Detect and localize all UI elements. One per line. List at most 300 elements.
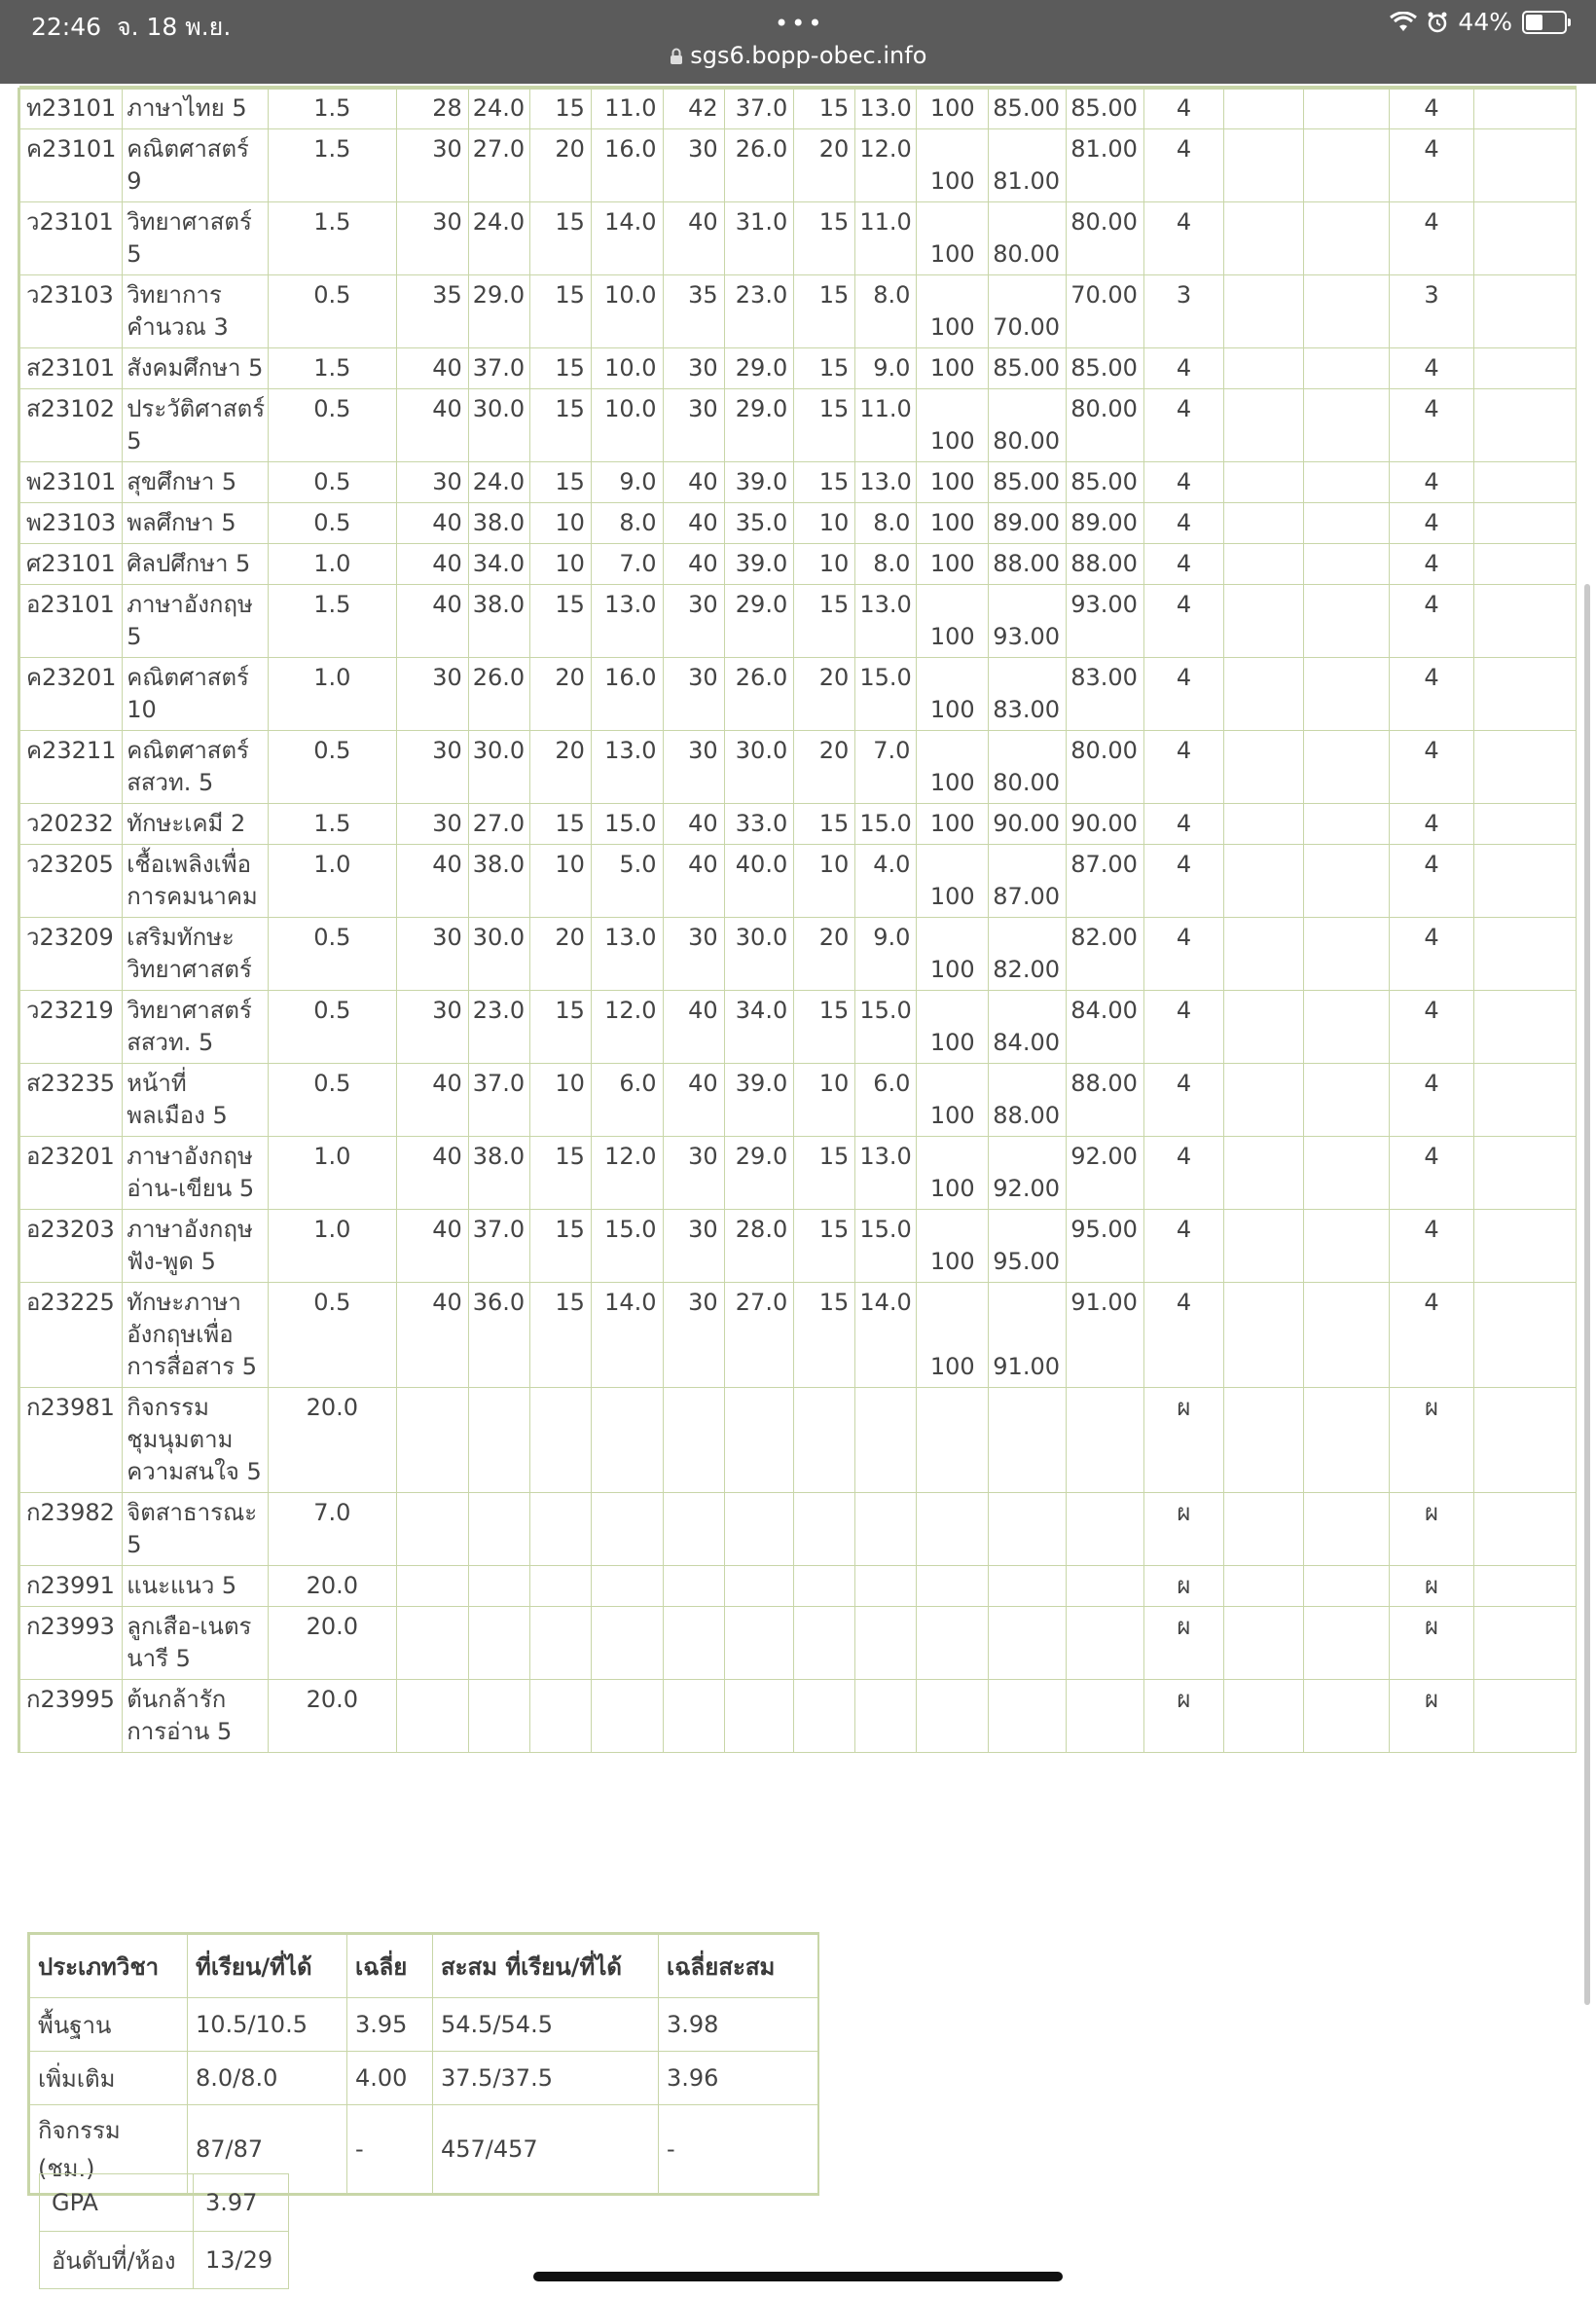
grade-cell-code: ก23995 (20, 1680, 123, 1753)
wifi-icon (1390, 12, 1417, 33)
grade-cell-credit: 0.5 (268, 918, 397, 991)
grade-cell-full: 100 (917, 503, 989, 544)
grade-cell-name: คณิตศาสตร์ 9 (123, 129, 268, 202)
grade-cell-name: ภาษาอังกฤษอ่าน-เขียน 5 (123, 1137, 268, 1210)
grade-cell-c2 (468, 1680, 529, 1753)
grade-cell-name: สุขศึกษา 5 (123, 462, 268, 503)
grade-cell-c5: 30 (663, 1283, 724, 1388)
grade-cell-empty (1473, 1210, 1576, 1283)
gpa-row (40, 2174, 289, 2232)
grade-cell-c3: 15 (529, 89, 591, 129)
grade-cell-credit: 20.0 (268, 1566, 397, 1607)
grade-cell-grade2: ผ (1390, 1680, 1473, 1753)
grade-cell-c7: 15 (794, 1137, 855, 1210)
grade-cell-c3: 20 (529, 731, 591, 804)
grade-cell-c6 (724, 1493, 794, 1566)
grade-row (20, 129, 1577, 202)
grade-cell-empty (1223, 1064, 1303, 1137)
grade-cell-c7: 15 (794, 585, 855, 658)
grade-cell-code: อ23201 (20, 1137, 123, 1210)
grade-cell-c2: 37.0 (468, 1064, 529, 1137)
grade-cell-empty (1473, 1137, 1576, 1210)
grade-cell-c1 (397, 1680, 469, 1753)
rank-value: 13/29 (194, 2232, 289, 2289)
grade-cell-credit: 1.0 (268, 1137, 397, 1210)
grade-cell-c7: 15 (794, 275, 855, 348)
grade-cell-c6: 39.0 (724, 544, 794, 585)
grade-cell-c3: 15 (529, 389, 591, 462)
grade-cell-name: วิทยาศาสตร์ สสวท. 5 (123, 991, 268, 1064)
grade-cell-c3: 15 (529, 348, 591, 389)
grade-cell-code: ว23103 (20, 275, 123, 348)
grade-cell-score2 (1067, 1680, 1144, 1753)
grade-cell-c3: 15 (529, 462, 591, 503)
grade-cell-code: ก23982 (20, 1493, 123, 1566)
grade-cell-c6: 34.0 (724, 991, 794, 1064)
grade-cell-c3 (529, 1680, 591, 1753)
grade-cell-empty (1473, 1607, 1576, 1680)
grade-cell-code: ว23205 (20, 845, 123, 918)
grade-cell-score: 95.00 (989, 1210, 1067, 1283)
grade-cell-c5 (663, 1607, 724, 1680)
grade-cell-name: ภาษาอังกฤษ 5 (123, 585, 268, 658)
grade-cell-c7: 10 (794, 1064, 855, 1137)
grade-cell-c3: 10 (529, 503, 591, 544)
grade-cell-credit: 1.5 (268, 89, 397, 129)
grade-cell-c7: 20 (794, 731, 855, 804)
grade-cell-empty (1304, 918, 1390, 991)
grade-cell-code: ส23101 (20, 348, 123, 389)
grade-cell-score: 88.00 (989, 544, 1067, 585)
grade-cell-c2: 37.0 (468, 348, 529, 389)
grade-cell-credit: 1.0 (268, 658, 397, 731)
grade-cell-grade2: 4 (1390, 389, 1473, 462)
grade-cell-score2: 93.00 (1067, 585, 1144, 658)
grade-cell-c5 (663, 1493, 724, 1566)
grade-cell-c8: 4.0 (855, 845, 917, 918)
grade-cell-c7 (794, 1566, 855, 1607)
status-time: 22:46 จ. 18 พ.ย. (31, 13, 232, 41)
grade-cell-c2: 38.0 (468, 845, 529, 918)
grade-cell-c7: 15 (794, 1283, 855, 1388)
grade-cell-score2: 81.00 (1067, 129, 1144, 202)
grade-cell-grade: 4 (1143, 462, 1223, 503)
grade-row (20, 348, 1577, 389)
grade-cell-grade: 4 (1143, 1064, 1223, 1137)
summary-cell: 3.96 (659, 2052, 818, 2105)
grade-cell-c1: 30 (397, 129, 469, 202)
grade-cell-score (989, 1493, 1067, 1566)
grade-cell-code: ค23201 (20, 658, 123, 731)
grade-cell-credit: 1.5 (268, 585, 397, 658)
grade-cell-c4: 13.0 (591, 585, 663, 658)
grade-cell-grade: 4 (1143, 1210, 1223, 1283)
grade-row (20, 389, 1577, 462)
grade-cell-c8 (855, 1680, 917, 1753)
grade-cell-grade: 4 (1143, 991, 1223, 1064)
grade-cell-c1: 40 (397, 503, 469, 544)
grade-cell-name: หน้าที่พลเมือง 5 (123, 1064, 268, 1137)
grade-cell-name: ทักษะภาษาอังกฤษเพื่อการสื่อสาร 5 (123, 1283, 268, 1388)
alarm-icon (1427, 12, 1448, 33)
grade-cell-empty (1304, 503, 1390, 544)
grade-cell-c4: 10.0 (591, 348, 663, 389)
grade-cell-c8: 15.0 (855, 991, 917, 1064)
grade-cell-c7: 15 (794, 89, 855, 129)
grade-cell-c2: 34.0 (468, 544, 529, 585)
grade-cell-name: วิทยาศาสตร์ 5 (123, 202, 268, 275)
grade-cell-c5: 30 (663, 658, 724, 731)
grade-cell-empty (1223, 1388, 1303, 1493)
grade-cell-c3: 10 (529, 544, 591, 585)
grade-cell-code: พ23103 (20, 503, 123, 544)
grade-cell-empty (1304, 1566, 1390, 1607)
grade-cell-full: 100 (917, 845, 989, 918)
grade-cell-grade: 4 (1143, 804, 1223, 845)
grade-cell-empty (1473, 503, 1576, 544)
grade-cell-c6 (724, 1680, 794, 1753)
grade-cell-c5: 40 (663, 1064, 724, 1137)
grade-cell-c4: 13.0 (591, 731, 663, 804)
grade-cell-score: 85.00 (989, 89, 1067, 129)
grade-cell-c3 (529, 1388, 591, 1493)
grade-cell-c6: 23.0 (724, 275, 794, 348)
grade-cell-score2: 88.00 (1067, 544, 1144, 585)
grade-cell-c4 (591, 1493, 663, 1566)
grade-cell-empty (1304, 89, 1390, 129)
grade-cell-score2: 92.00 (1067, 1137, 1144, 1210)
tab-menu-dots[interactable]: ••• (775, 10, 825, 37)
grade-cell-empty (1304, 1607, 1390, 1680)
grade-cell-score: 91.00 (989, 1283, 1067, 1388)
grade-cell-c1 (397, 1493, 469, 1566)
grade-cell-c3: 15 (529, 275, 591, 348)
grade-cell-c8 (855, 1566, 917, 1607)
grade-cell-score: 84.00 (989, 991, 1067, 1064)
grade-cell-c3 (529, 1493, 591, 1566)
grade-row (20, 845, 1577, 918)
grade-cell-empty (1304, 1210, 1390, 1283)
grade-cell-c5: 40 (663, 845, 724, 918)
grade-cell-c7: 10 (794, 544, 855, 585)
grade-cell-c3: 15 (529, 1283, 591, 1388)
grade-cell-full (917, 1680, 989, 1753)
grade-cell-empty (1223, 503, 1303, 544)
battery-icon (1522, 11, 1567, 34)
grade-cell-full: 100 (917, 918, 989, 991)
grade-cell-empty (1223, 129, 1303, 202)
grade-row (20, 1493, 1577, 1566)
grade-cell-c8: 9.0 (855, 348, 917, 389)
grade-cell-c1: 40 (397, 348, 469, 389)
grade-cell-empty (1473, 991, 1576, 1064)
grade-row (20, 918, 1577, 991)
battery-percent: 44% (1458, 8, 1512, 36)
grade-cell-empty (1223, 1137, 1303, 1210)
grade-cell-name: เชื้อเพลิงเพื่อการคมนาคม (123, 845, 268, 918)
grade-cell-c1: 30 (397, 918, 469, 991)
grade-cell-grade: 4 (1143, 89, 1223, 129)
grade-cell-name: แนะแนว 5 (123, 1566, 268, 1607)
grade-cell-c2: 38.0 (468, 585, 529, 658)
grade-cell-full: 100 (917, 348, 989, 389)
grade-cell-empty (1473, 389, 1576, 462)
grade-cell-c5: 40 (663, 804, 724, 845)
grade-cell-empty (1304, 658, 1390, 731)
grade-cell-c1: 30 (397, 731, 469, 804)
grade-cell-empty (1473, 462, 1576, 503)
grade-cell-grade: 4 (1143, 503, 1223, 544)
summary-header: เฉลี่ยสะสม (659, 1935, 818, 1998)
gpa-box (39, 2173, 289, 2289)
grade-cell-grade: 4 (1143, 731, 1223, 804)
grade-cell-full: 100 (917, 389, 989, 462)
grade-cell-credit: 20.0 (268, 1607, 397, 1680)
grade-cell-empty (1223, 348, 1303, 389)
grade-cell-empty (1473, 658, 1576, 731)
grade-cell-grade: 4 (1143, 658, 1223, 731)
grade-cell-c1: 30 (397, 804, 469, 845)
grade-cell-empty (1473, 89, 1576, 129)
grade-cell-credit: 0.5 (268, 275, 397, 348)
grade-cell-c1: 40 (397, 845, 469, 918)
grade-cell-score: 87.00 (989, 845, 1067, 918)
grade-cell-grade2: 4 (1390, 89, 1473, 129)
grade-cell-credit: 0.5 (268, 462, 397, 503)
grade-cell-grade: 4 (1143, 918, 1223, 991)
grade-cell-c3: 15 (529, 991, 591, 1064)
grade-cell-score2 (1067, 1388, 1144, 1493)
grade-cell-c6: 30.0 (724, 918, 794, 991)
grade-cell-empty (1304, 1283, 1390, 1388)
grade-cell-grade: 4 (1143, 544, 1223, 585)
grade-row (20, 275, 1577, 348)
address-bar[interactable] (0, 42, 1596, 69)
grade-cell-full: 100 (917, 89, 989, 129)
summary-cell: พื้นฐาน (30, 1998, 188, 2052)
grade-cell-full: 100 (917, 544, 989, 585)
grade-cell-c3 (529, 1607, 591, 1680)
grade-cell-c8: 15.0 (855, 804, 917, 845)
grade-cell-score2: 95.00 (1067, 1210, 1144, 1283)
grade-cell-grade2: ผ (1390, 1566, 1473, 1607)
grade-cell-c5: 40 (663, 544, 724, 585)
grade-cell-grade2: 4 (1390, 348, 1473, 389)
lock-icon (670, 42, 691, 69)
grade-cell-grade2: 4 (1390, 804, 1473, 845)
grade-row (20, 1388, 1577, 1493)
grade-cell-grade2: 4 (1390, 1210, 1473, 1283)
grade-cell-empty (1304, 1680, 1390, 1753)
grade-cell-c2: 26.0 (468, 658, 529, 731)
grade-cell-score2: 90.00 (1067, 804, 1144, 845)
grade-cell-c8: 13.0 (855, 1137, 917, 1210)
grade-cell-score2: 82.00 (1067, 918, 1144, 991)
grade-cell-c6: 29.0 (724, 389, 794, 462)
grade-cell-c6: 35.0 (724, 503, 794, 544)
grade-cell-c8 (855, 1388, 917, 1493)
grade-cell-c5 (663, 1566, 724, 1607)
grade-cell-c5: 40 (663, 503, 724, 544)
grade-cell-credit: 1.5 (268, 202, 397, 275)
grade-cell-full: 100 (917, 1064, 989, 1137)
grade-cell-grade2: 4 (1390, 202, 1473, 275)
grade-row (20, 585, 1577, 658)
grade-cell-c6 (724, 1388, 794, 1493)
grade-cell-c4 (591, 1607, 663, 1680)
grade-cell-score: 83.00 (989, 658, 1067, 731)
grade-cell-name: คณิตศาสตร์ 10 (123, 658, 268, 731)
grade-row (20, 1607, 1577, 1680)
grade-cell-c2: 30.0 (468, 918, 529, 991)
grade-cell-c7: 10 (794, 845, 855, 918)
grade-cell-grade2: 4 (1390, 462, 1473, 503)
grade-cell-credit: 0.5 (268, 1283, 397, 1388)
grade-cell-c1: 40 (397, 1137, 469, 1210)
grade-cell-full: 100 (917, 275, 989, 348)
grade-cell-code: ส23102 (20, 389, 123, 462)
grade-cell-c1: 40 (397, 1283, 469, 1388)
grade-cell-code: ว23219 (20, 991, 123, 1064)
grade-cell-c7: 20 (794, 658, 855, 731)
grade-cell-c5: 30 (663, 585, 724, 658)
grade-cell-c3: 15 (529, 585, 591, 658)
grade-cell-code: ท23101 (20, 89, 123, 129)
grade-cell-full (917, 1607, 989, 1680)
grade-cell-c5: 30 (663, 129, 724, 202)
grade-cell-score2: 85.00 (1067, 89, 1144, 129)
grade-cell-empty (1223, 544, 1303, 585)
grade-cell-c1 (397, 1388, 469, 1493)
page-scrollbar[interactable] (1584, 584, 1590, 2005)
grade-cell-empty (1473, 129, 1576, 202)
grade-cell-c2: 38.0 (468, 1137, 529, 1210)
grade-cell-full: 100 (917, 1210, 989, 1283)
grade-cell-c2: 24.0 (468, 462, 529, 503)
grade-cell-empty (1223, 1566, 1303, 1607)
grade-cell-c1: 30 (397, 462, 469, 503)
grade-cell-score: 80.00 (989, 731, 1067, 804)
grade-cell-c2 (468, 1388, 529, 1493)
grade-cell-c4: 12.0 (591, 1137, 663, 1210)
grade-cell-c5 (663, 1680, 724, 1753)
grade-row (20, 1210, 1577, 1283)
grade-cell-c7: 20 (794, 918, 855, 991)
grade-cell-c4: 13.0 (591, 918, 663, 991)
grade-cell-empty (1223, 658, 1303, 731)
grade-cell-empty (1304, 275, 1390, 348)
grade-row (20, 462, 1577, 503)
grade-cell-c2: 24.0 (468, 89, 529, 129)
grade-cell-credit: 1.0 (268, 544, 397, 585)
grade-cell-c4: 10.0 (591, 389, 663, 462)
grade-cell-name: สังคมศึกษา 5 (123, 348, 268, 389)
grade-cell-c8: 15.0 (855, 658, 917, 731)
grade-cell-c1: 28 (397, 89, 469, 129)
grade-cell-name: พลศึกษา 5 (123, 503, 268, 544)
grade-cell-grade: 4 (1143, 845, 1223, 918)
grade-cell-credit: 20.0 (268, 1680, 397, 1753)
grade-cell-empty (1473, 1283, 1576, 1388)
grade-cell-score: 85.00 (989, 462, 1067, 503)
grade-cell-credit: 20.0 (268, 1388, 397, 1493)
grade-cell-c3: 20 (529, 658, 591, 731)
grade-cell-grade2: ผ (1390, 1493, 1473, 1566)
grade-row (20, 991, 1577, 1064)
grade-cell-c6: 31.0 (724, 202, 794, 275)
home-indicator[interactable] (533, 2272, 1063, 2281)
grade-cell-grade2: 4 (1390, 544, 1473, 585)
grade-cell-empty (1304, 1137, 1390, 1210)
grade-cell-c2: 30.0 (468, 389, 529, 462)
grade-cell-full: 100 (917, 202, 989, 275)
grade-cell-c5: 30 (663, 731, 724, 804)
grade-cell-code: ค23101 (20, 129, 123, 202)
status-indicators (1390, 8, 1567, 36)
grade-cell-score2: 80.00 (1067, 731, 1144, 804)
grade-cell-empty (1223, 1680, 1303, 1753)
grade-cell-grade: 4 (1143, 348, 1223, 389)
grade-cell-credit: 1.0 (268, 1210, 397, 1283)
grade-cell-credit: 1.0 (268, 845, 397, 918)
summary-cell: 10.5/10.5 (188, 1998, 347, 2052)
grade-cell-empty (1304, 731, 1390, 804)
grade-cell-empty (1223, 731, 1303, 804)
grades-table-container (18, 88, 1577, 1753)
grade-cell-score2: 88.00 (1067, 1064, 1144, 1137)
grade-cell-empty (1304, 1064, 1390, 1137)
grade-cell-credit: 0.5 (268, 731, 397, 804)
summary-row (30, 2052, 818, 2105)
grade-cell-c4: 12.0 (591, 991, 663, 1064)
grade-cell-c8: 8.0 (855, 503, 917, 544)
grade-cell-empty (1304, 1493, 1390, 1566)
grade-cell-credit: 0.5 (268, 503, 397, 544)
grade-cell-c7 (794, 1607, 855, 1680)
grade-cell-c1: 30 (397, 658, 469, 731)
grade-cell-score (989, 1388, 1067, 1493)
grade-cell-c5: 30 (663, 389, 724, 462)
grade-cell-score: 82.00 (989, 918, 1067, 991)
grade-cell-c2: 36.0 (468, 1283, 529, 1388)
summary-cell: - (659, 2105, 818, 2194)
grade-cell-name: ภาษาอังกฤษฟัง-พูด 5 (123, 1210, 268, 1283)
grade-cell-score: 89.00 (989, 503, 1067, 544)
grade-cell-empty (1304, 462, 1390, 503)
grade-cell-score (989, 1680, 1067, 1753)
grade-cell-full (917, 1566, 989, 1607)
grade-cell-c8: 7.0 (855, 731, 917, 804)
grade-cell-c7 (794, 1493, 855, 1566)
grade-cell-c5: 30 (663, 918, 724, 991)
grade-cell-grade2: ผ (1390, 1607, 1473, 1680)
grade-cell-empty (1473, 1566, 1576, 1607)
summary-row (30, 1998, 818, 2052)
grade-cell-empty (1223, 462, 1303, 503)
grade-cell-c2: 23.0 (468, 991, 529, 1064)
grade-row (20, 804, 1577, 845)
grade-cell-empty (1223, 845, 1303, 918)
grade-cell-c7: 15 (794, 348, 855, 389)
grade-cell-grade: ผ (1143, 1566, 1223, 1607)
grade-cell-empty (1473, 845, 1576, 918)
grade-cell-score2: 91.00 (1067, 1283, 1144, 1388)
summary-cell: 3.98 (659, 1998, 818, 2052)
grade-cell-c2 (468, 1566, 529, 1607)
grade-cell-grade2: 4 (1390, 503, 1473, 544)
grade-cell-name: ศิลปศึกษา 5 (123, 544, 268, 585)
grade-cell-credit: 0.5 (268, 389, 397, 462)
